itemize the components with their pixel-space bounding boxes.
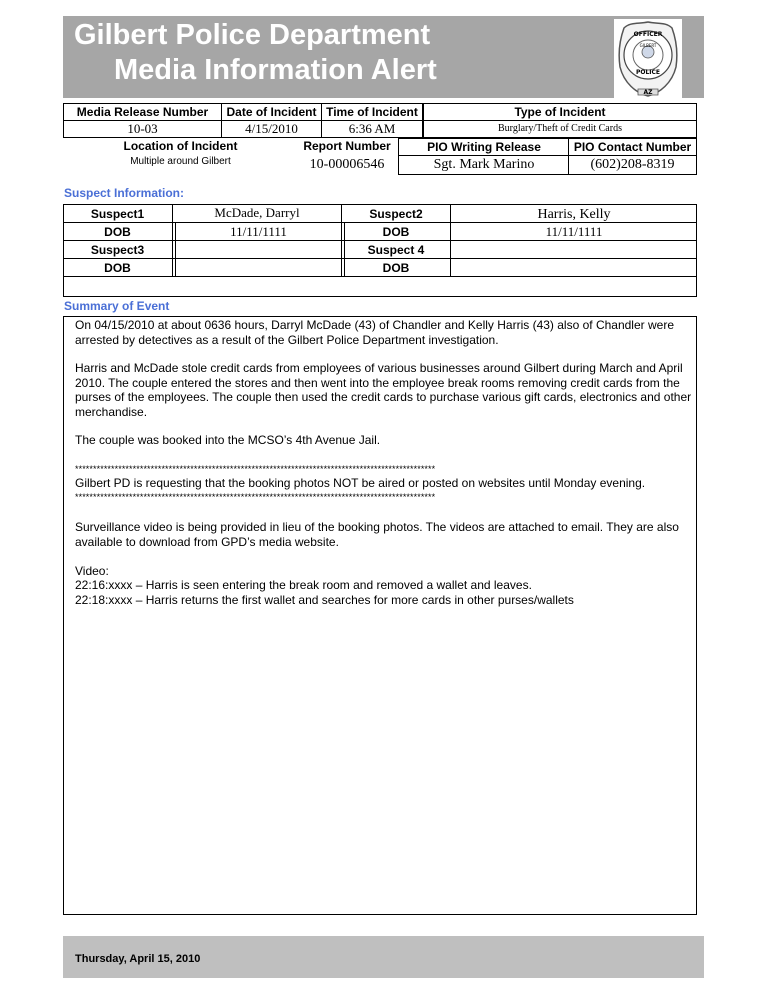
video-label: Video: — [75, 564, 109, 578]
summary-paragraph-2: Harris and McDade stole credit cards from employees of various businesses around Gilbert during March and April 2010. The couple entered the stores and then went into the employee break rooms removing credit cards from the purses of the employees. The couple then used the credit cards to purchase various gift cards, electronics and other merchandise. — [75, 361, 692, 419]
header-time-of-incident: Time of Incident — [321, 103, 423, 121]
header-media-release-number: Media Release Number — [63, 103, 222, 121]
video-entry-2: 22:18:xxxx – Harris returns the first wallet and searches for more cards in other purses/wallets — [75, 593, 574, 607]
header-report-number: Report Number — [303, 139, 391, 153]
summary-paragraph-1: On 04/15/2010 at about 0636 hours, Darryl McDade (43) of Chandler and Kelly Harris (43) also of Chandler were arrested by detectives as a result of the Gilbert Police Department investigation. — [75, 318, 674, 347]
suspect1-label: Suspect1 — [90, 207, 145, 221]
police-badge-logo — [614, 19, 682, 98]
suspect-row-divider — [63, 258, 697, 259]
suspect4-label: Suspect 4 — [367, 243, 425, 257]
dob4-label: DOB — [382, 261, 410, 275]
badge-top-text: OFFICER — [633, 31, 663, 38]
summary-heading: Summary of Event — [64, 299, 170, 313]
date-of-incident-value: 4/15/2010 — [221, 120, 322, 138]
suspect-row-divider — [63, 276, 697, 277]
header-pio-writing-release: PIO Writing Release — [398, 138, 569, 156]
footer-date: Thursday, April 15, 2010 — [75, 953, 201, 965]
location-of-incident-value: Multiple around Gilbert — [130, 156, 231, 167]
dob1-value: 11/11/1111 — [230, 224, 287, 239]
pio-contact-number-value: (602)208-8319 — [568, 155, 697, 175]
header-pio-contact-number: PIO Contact Number — [568, 138, 697, 156]
header-type-of-incident: Type of Incident — [423, 103, 697, 121]
dob2-value: 11/11/1111 — [545, 224, 603, 239]
separator-stars-bottom: **************************************************************************************************** — [75, 492, 436, 502]
suspect-row-divider — [63, 240, 697, 241]
header-location-of-incident: Location of Incident — [123, 139, 238, 153]
separator-stars-top: **************************************************************************************************** — [75, 464, 436, 474]
type-of-incident-value: Burglary/Theft of Credit Cards — [423, 120, 697, 138]
booking-photo-notice: Gilbert PD is requesting that the booking photos NOT be aired or posted on websites until Monday evening. — [75, 476, 646, 490]
badge-state-text: AZ — [643, 89, 653, 96]
department-title: Gilbert Police Department — [74, 19, 431, 51]
suspect2-label: Suspect2 — [369, 207, 423, 221]
dob3-label: DOB — [104, 261, 131, 275]
media-release-number-value: 10-03 — [63, 120, 222, 138]
suspect2-name: Harris, Kelly — [537, 207, 611, 222]
pio-writing-release-value: Sgt. Mark Marino — [398, 155, 569, 175]
suspect1-name: McDade, Darryl — [214, 205, 300, 220]
badge-mid-text: GILBERT — [639, 43, 657, 48]
video-entry-1: 22:16:xxxx – Harris is seen entering the break room and removed a wallet and leaves. — [75, 578, 532, 592]
suspect-info-heading: Suspect Information: — [64, 186, 185, 200]
time-of-incident-value: 6:36 AM — [321, 120, 423, 138]
alert-title: Media Information Alert — [114, 54, 437, 86]
suspect3-label: Suspect3 — [90, 243, 145, 257]
summary-paragraph-3: The couple was booked into the MCSO’s 4th Avenue Jail. — [75, 433, 381, 447]
header-date-of-incident: Date of Incident — [221, 103, 322, 121]
dob2-label: DOB — [382, 225, 410, 239]
badge-bottom-text: POLICE — [635, 69, 661, 76]
summary-paragraph-4: Surveillance video is being provided in lieu of the booking photos. The videos are attached to email. They are also available to download from GPD’s media website. — [75, 520, 679, 549]
dob1-label: DOB — [104, 225, 131, 239]
report-number-value: 10-00006546 — [309, 157, 385, 172]
